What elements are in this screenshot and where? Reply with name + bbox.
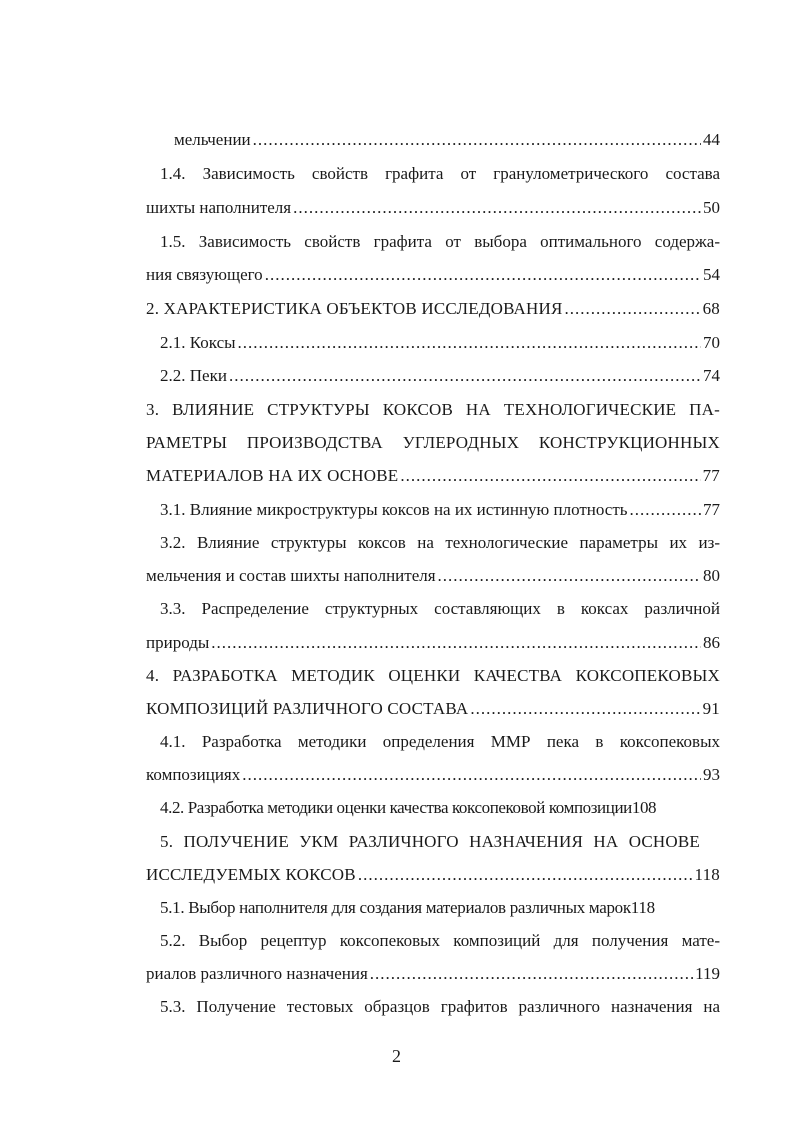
toc-entry-text: природы: [146, 633, 210, 652]
toc-entry-4-2: [160, 797, 720, 819]
toc-page-number: 77: [703, 500, 720, 519]
toc-chapter-3-line-2: [146, 432, 720, 454]
toc-page-number: 93: [703, 765, 720, 784]
toc-entry-text: 4. РАЗРАБОТКА МЕТОДИК ОЦЕНКИ КАЧЕСТВА КОКСОПЕКОВЫХ: [146, 666, 720, 685]
toc-page-number: 118: [694, 865, 720, 884]
toc-page-number: 44: [703, 130, 720, 149]
dot-leader: [242, 764, 701, 786]
page-number: 2: [392, 1046, 401, 1066]
dot-leader: [238, 332, 701, 354]
dot-leader: [253, 129, 701, 151]
dot-leader: [470, 698, 700, 720]
toc-entry-text: 5. ПОЛУЧЕНИЕ УКМ РАЗЛИЧНОГО НАЗНАЧЕНИЯ НА ОСНОВЕ: [160, 832, 700, 851]
toc-entry-1-5-continuation: [146, 264, 720, 286]
toc-entry-2-2: [160, 365, 720, 387]
toc-entry-text: 3.2. Влияние структуры коксов на технологические параметры их из-: [160, 533, 720, 552]
toc-page-number: 80: [703, 566, 720, 585]
toc-entry-text: 5.3. Получение тестовых образцов графитов различного назначения на: [160, 997, 720, 1016]
toc-entry-text: 2.2. Пеки: [160, 366, 227, 385]
toc-entry-text: РАМЕТРЫ ПРОИЗВОДСТВА УГЛЕРОДНЫХ КОНСТРУКЦИОННЫХ: [146, 433, 720, 452]
toc-entry-1-4-continuation: [146, 197, 720, 219]
toc-page-number: 70: [703, 333, 720, 352]
toc-entry-text: 1.5. Зависимость свойств графита от выбора оптимального содержа-: [160, 232, 720, 251]
toc-chapter-5-line-2: [146, 864, 720, 886]
toc-entry-2-1: [160, 332, 720, 354]
toc-entry-text: 2.1. Коксы: [160, 333, 236, 352]
toc-page-number: 86: [703, 633, 720, 652]
toc-entry-text: мельчения и состав шихты наполнителя: [146, 566, 436, 585]
toc-entry-1-5: [160, 231, 720, 253]
toc-entry-1-3-continuation: [174, 129, 720, 151]
toc-entry-5-3: [160, 996, 720, 1018]
toc-entry-text: ния связующего: [146, 265, 263, 284]
toc-page-number: 68: [702, 299, 720, 318]
toc-entry-text: композициях: [146, 765, 241, 784]
toc-entry-text: 4.2. Разработка методики оценки качества коксопековой композиции108: [160, 798, 657, 817]
toc-chapter-2: [146, 298, 720, 320]
toc-entry-text: шихты наполнителя: [146, 198, 292, 217]
toc-entry-text: 5.2. Выбор рецептур коксопековых композиций для получения мате-: [160, 931, 720, 950]
toc-entry-text: риалов различного назначения: [146, 964, 368, 983]
dot-leader: [438, 565, 701, 587]
toc-entry-4-1-continuation: [146, 764, 720, 786]
toc-entry-5-1: [160, 897, 720, 919]
toc-entry-text: 3.1. Влияние микроструктуры коксов на их истинную плотность: [160, 500, 628, 519]
toc-entry-3-2-continuation: [146, 565, 720, 587]
dot-leader: [265, 264, 701, 286]
dot-leader: [229, 365, 701, 387]
toc-entry-4-1: [160, 731, 720, 753]
toc-entry-text: 2. ХАРАКТЕРИСТИКА ОБЪЕКТОВ ИССЛЕДОВАНИЯ: [146, 299, 563, 318]
toc-entry-text: 3. ВЛИЯНИЕ СТРУКТУРЫ КОКСОВ НА ТЕХНОЛОГИЧЕСКИЕ ПА-: [146, 400, 720, 419]
toc-entry-1-4: [160, 163, 720, 185]
toc-entry-text: мельчении: [174, 130, 251, 149]
toc-chapter-4: [146, 665, 720, 687]
toc-entry-3-1: [160, 499, 720, 521]
toc-chapter-4-line-2: [146, 698, 720, 720]
toc-chapter-3-line-3: [146, 465, 720, 487]
toc-page-number: 50: [703, 198, 720, 217]
toc-page-number: 54: [703, 265, 720, 284]
dot-leader: [293, 197, 701, 219]
toc-entry-3-3-continuation: [146, 632, 720, 654]
toc-entry-text: 4.1. Разработка методики определения ММР пека в коксопековых: [160, 732, 720, 751]
toc-entry-5-2-continuation: [146, 963, 720, 985]
toc-page-number: 77: [702, 466, 720, 485]
toc-entry-text: ИССЛЕДУЕМЫХ КОКСОВ: [146, 865, 356, 884]
toc-page-number: 91: [702, 699, 720, 718]
toc-entry-text: 1.4. Зависимость свойств графита от гранулометрического состава: [160, 164, 720, 183]
toc-entry-text: КОМПОЗИЦИЙ РАЗЛИЧНОГО СОСТАВА: [146, 699, 469, 718]
dot-leader: [358, 864, 693, 886]
toc-entry-3-2: [160, 532, 720, 554]
toc-entry-text: 5.1. Выбор наполнителя для создания материалов различных марок118: [160, 898, 655, 917]
dot-leader: [630, 499, 701, 521]
dot-leader: [211, 632, 701, 654]
dot-leader: [370, 963, 693, 985]
dot-leader: [400, 465, 700, 487]
toc-entry-text: МАТЕРИАЛОВ НА ИХ ОСНОВЕ: [146, 466, 399, 485]
dot-leader: [565, 298, 701, 320]
toc-entry-5-2: [160, 930, 720, 952]
toc-entry-text: 3.3. Распределение структурных составляющих в коксах различной: [160, 599, 720, 618]
toc-page-number: 74: [703, 366, 720, 385]
toc-chapter-3: [146, 399, 720, 421]
toc-page-number: 119: [695, 964, 720, 983]
toc-entry-3-3: [160, 598, 720, 620]
toc-chapter-5: [160, 831, 700, 853]
